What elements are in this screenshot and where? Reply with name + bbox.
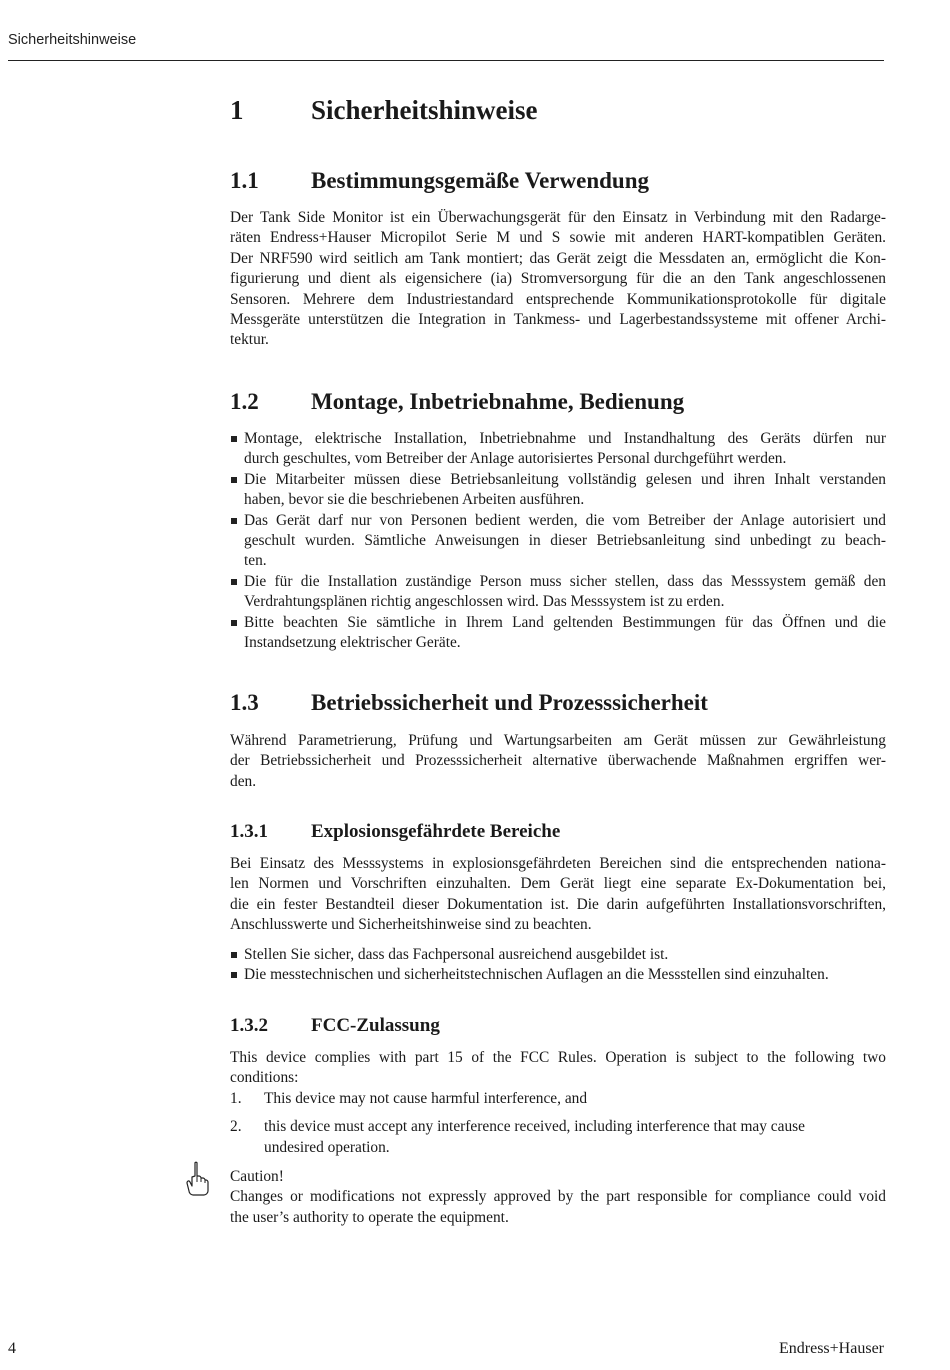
subsection-title: Explosionsgefährdete Bereiche bbox=[311, 821, 561, 842]
bullet-square-icon bbox=[231, 620, 237, 626]
bullet-list-installation bbox=[230, 429, 886, 653]
list-item bbox=[230, 511, 886, 572]
text-line: conditions: bbox=[230, 1069, 299, 1087]
subsection-number: 1.3.1 bbox=[230, 821, 268, 842]
text-line: Das Gerät darf nur von Personen bedient werden, die vom Betreiber der Anlage autorisiert und bbox=[244, 511, 886, 529]
paragraph-fcc bbox=[230, 1048, 886, 1089]
list-number: 1. bbox=[230, 1090, 242, 1107]
text-line: haben, bevor sie die beschriebenen Arbeiten ausführen. bbox=[244, 491, 585, 509]
text-line: durch geschultes, vom Betreiber der Anlage autorisiertes Personal durchgeführt werden. bbox=[244, 450, 787, 468]
text-line: len Normen und Vorschriften einzuhalten. Dem Gerät liegt eine separate Ex-Dokumentation bei, bbox=[230, 875, 886, 893]
subsection-number: 1.3.2 bbox=[230, 1015, 268, 1036]
text-line: Stellen Sie sicher, dass das Fachpersonal ausreichend ausgebildet ist. bbox=[244, 946, 669, 963]
text-line: Der Tank Side Monitor ist ein Überwachungsgerät für den Einsatz in Verbindung mit den Radarge- bbox=[230, 209, 886, 226]
list-item bbox=[230, 613, 886, 654]
bullet-square-icon bbox=[231, 952, 237, 958]
bullet-square-icon bbox=[231, 477, 237, 483]
list-item bbox=[230, 429, 886, 470]
text-line: figurierung und dient als eigensichere (ia) Stromversorgung für die an den Tank angeschlossenen bbox=[230, 270, 886, 288]
text-line: This device complies with part 15 of the FCC Rules. Operation is subject to the following two bbox=[230, 1049, 886, 1066]
text-line: Während Parametrierung, Prüfung und Wartungsarbeiten am Gerät müssen zur Gewährleistung bbox=[230, 732, 886, 749]
text-line: ten. bbox=[244, 552, 267, 570]
pointing-hand-icon bbox=[184, 1161, 210, 1197]
text-line: Bei Einsatz des Messsystems in explosionsgefährdeten Bereichen sind die entsprechenden nationa- bbox=[230, 855, 886, 872]
text-line: Montage, elektrische Installation, Inbetriebnahme und Instandhaltung des Geräts dürfen nur bbox=[244, 430, 886, 447]
section-title: Montage, Inbetriebnahme, Bedienung bbox=[311, 389, 685, 414]
text-line: die ein fester Bestandteil dieser Dokumentation ist. Die darin aufgeführten Installationsvorschriften, bbox=[230, 895, 886, 913]
list-item bbox=[230, 1117, 886, 1158]
text-line: den. bbox=[230, 772, 257, 790]
paragraph-intended-use bbox=[230, 208, 886, 351]
list-item bbox=[230, 965, 886, 985]
text-line: Anschlusswerte und Sicherheitshinweise sind zu beachten. bbox=[230, 916, 592, 934]
list-item bbox=[230, 470, 886, 511]
caution-title: Caution! bbox=[230, 1168, 284, 1185]
chapter-number: 1 bbox=[230, 95, 244, 125]
text-line: Der NRF590 wird seitlich am Tank montiert; das Gerät zeigt die Messdaten an, ermöglicht die Kon- bbox=[230, 249, 886, 267]
subsection-title: FCC-Zulassung bbox=[311, 1015, 440, 1036]
text-line: geschult wurden. Sämtliche Anweisungen in dieser Betriebsanleitung sind unbedingt zu beach- bbox=[244, 532, 886, 550]
text-line: Bitte beachten Sie sämtliche in Ihrem Land geltenden Bestimmungen für das Öffnen und die bbox=[244, 613, 886, 631]
section-title: Bestimmungsgemäße Verwendung bbox=[311, 168, 650, 193]
header-rule bbox=[8, 60, 884, 61]
bullet-square-icon bbox=[231, 972, 237, 978]
list-item bbox=[230, 1089, 886, 1109]
text-line: Die messtechnischen und sicherheitstechnischen Auflagen an die Messstellen sind einzuhalten. bbox=[244, 966, 829, 984]
running-header: Sicherheitshinweise bbox=[8, 32, 137, 48]
bullet-square-icon bbox=[231, 436, 237, 442]
list-item bbox=[230, 945, 886, 965]
text-line: räten Endress+Hauser Micropilot Serie M und S sowie mit anderen HART-kompatiblen Geräten. bbox=[230, 229, 886, 247]
paragraph-operational-safety bbox=[230, 731, 886, 792]
text-line: undesired operation. bbox=[264, 1138, 390, 1156]
chapter-title: Sicherheitshinweise bbox=[311, 95, 538, 125]
page-number: 4 bbox=[8, 1340, 16, 1357]
text-line: der Betriebssicherheit und Prozesssicherheit alternative überwachende Maßnahmen ergriffen wer- bbox=[230, 752, 886, 770]
text-line: Instandsetzung elektrischer Geräte. bbox=[244, 634, 461, 652]
text-line: Changes or modifications not expressly approved by the part responsible for compliance could void bbox=[230, 1188, 886, 1206]
text-line: tektur. bbox=[230, 331, 269, 349]
caution-note bbox=[230, 1167, 886, 1228]
section-number: 1.3 bbox=[230, 690, 259, 715]
section-number: 1.1 bbox=[230, 168, 259, 193]
text-line: Die Mitarbeiter müssen diese Betriebsanleitung vollständig gelesen und ihren Inhalt verstanden bbox=[244, 470, 886, 488]
numbered-list-fcc-conditions bbox=[230, 1089, 886, 1158]
text-line: This device may not cause harmful interference, and bbox=[264, 1090, 588, 1107]
text-line: the user’s authority to operate the equipment. bbox=[230, 1208, 509, 1226]
list-item bbox=[230, 572, 886, 613]
bullet-list-hazardous bbox=[230, 945, 886, 986]
footer-brand: Endress+Hauser bbox=[779, 1340, 884, 1357]
section-title: Betriebssicherheit und Prozesssicherheit bbox=[311, 690, 708, 715]
section-number: 1.2 bbox=[230, 389, 259, 414]
text-line: Messgeräte unterstützen die Integration in Tankmess- und Lagerbestandssysteme mit offener Archi- bbox=[230, 311, 886, 329]
list-number: 2. bbox=[230, 1118, 242, 1136]
bullet-square-icon bbox=[231, 579, 237, 585]
text-line: Die für die Installation zuständige Person muss sicher stellen, dass das Messsystem gemäß den bbox=[244, 572, 886, 590]
bullet-square-icon bbox=[231, 518, 237, 524]
text-line: Sensoren. Mehrere dem Industriestandard entsprechende Kommunikationsprotokolle für digitale bbox=[230, 290, 886, 308]
text-line: this device must accept any interference received, including interference that may cause bbox=[264, 1118, 805, 1136]
paragraph-hazardous-areas bbox=[230, 854, 886, 936]
text-line: Verdrahtungsplänen richtig angeschlossen wird. Das Messsystem ist zu erden. bbox=[244, 593, 725, 611]
